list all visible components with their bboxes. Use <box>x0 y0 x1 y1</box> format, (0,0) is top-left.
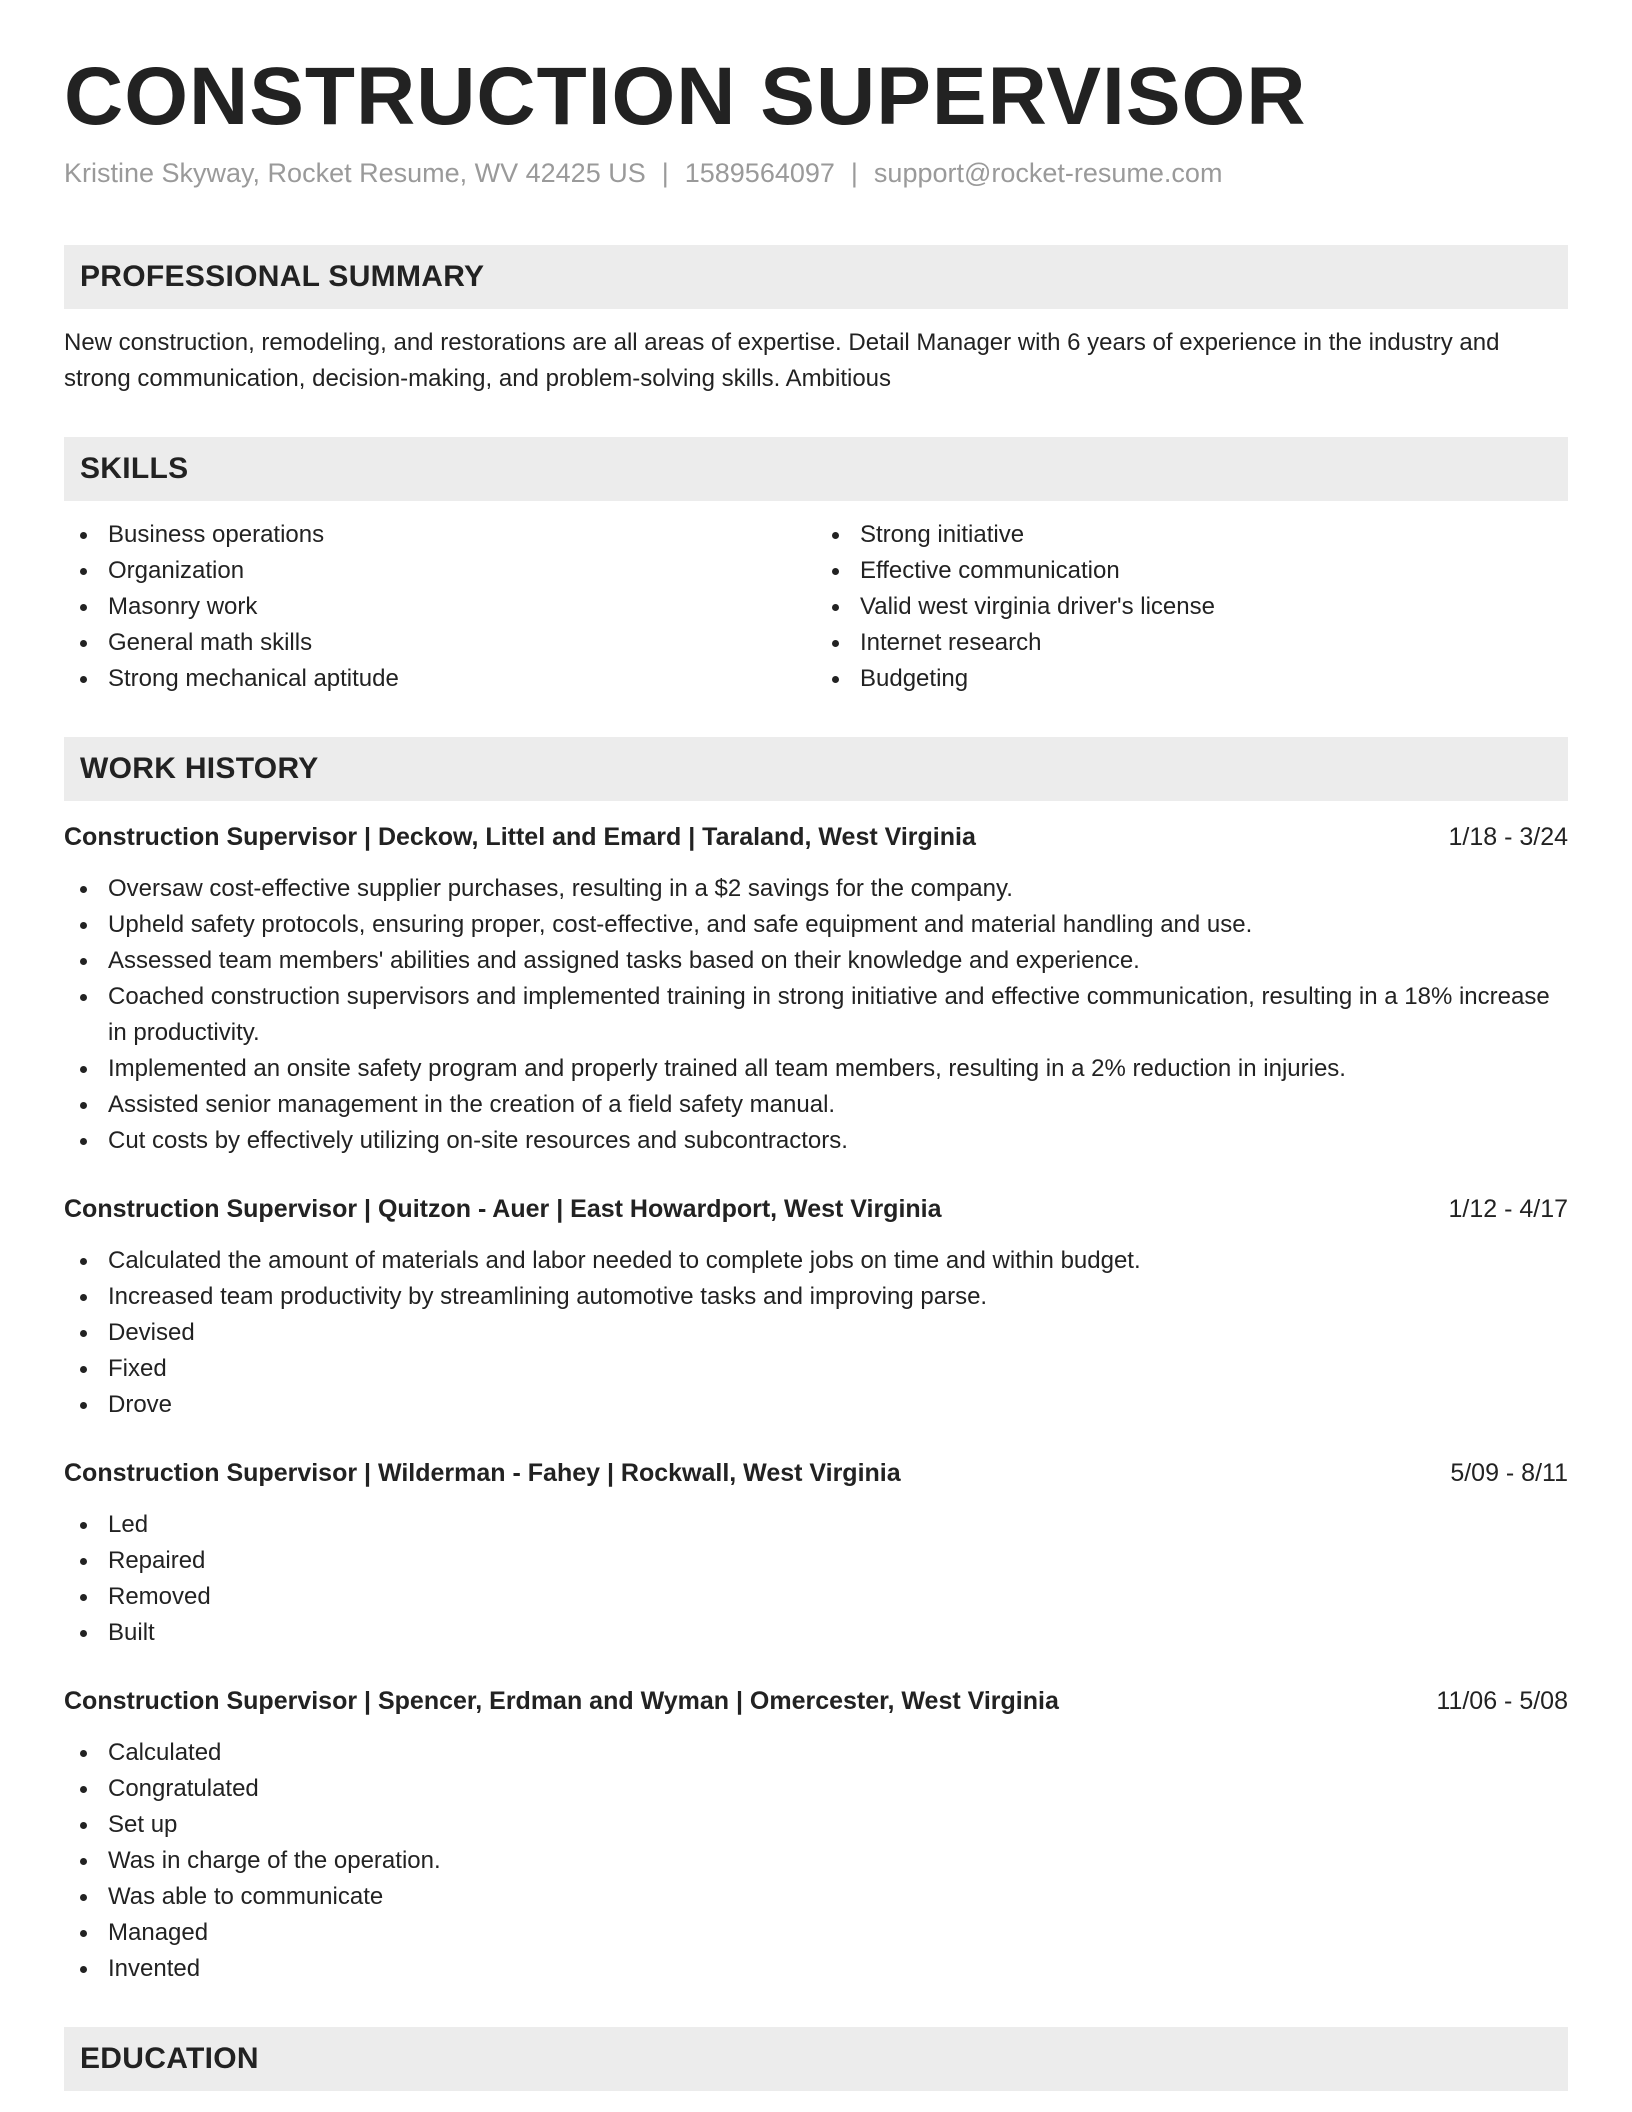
job-bullets <box>64 871 1568 1159</box>
job-title: Construction Supervisor | Spencer, Erdman and Wyman | Omercester, West Virginia <box>64 1687 1059 1716</box>
job-bullet: Congratulated <box>64 1771 1568 1807</box>
job-header <box>64 1455 1568 1491</box>
job-title: Construction Supervisor | Deckow, Littel and Emard | Taraland, West Virginia <box>64 823 976 852</box>
job-bullet: Implemented an onsite safety program and properly trained all team members, resulting in a 2% reduction in injuries. <box>64 1051 1568 1087</box>
job-entry <box>64 819 1568 1159</box>
contact-separator: | <box>850 158 858 189</box>
job-entry <box>64 1455 1568 1651</box>
job-entry <box>64 1191 1568 1423</box>
job-title: Construction Supervisor | Wilderman - Fahey | Rockwall, West Virginia <box>64 1459 901 1488</box>
work-history-heading: WORK HISTORY <box>64 737 1568 801</box>
job-header <box>64 1191 1568 1227</box>
job-bullet: Built <box>64 1615 1568 1651</box>
job-bullet: Was in charge of the operation. <box>64 1843 1568 1879</box>
skill-item: Strong mechanical aptitude <box>64 661 816 697</box>
job-bullet: Invented <box>64 1951 1568 1987</box>
skill-item: General math skills <box>64 625 816 661</box>
job-bullets <box>64 1507 1568 1651</box>
contact-email: support@rocket-resume.com <box>873 158 1223 189</box>
summary-heading: PROFESSIONAL SUMMARY <box>64 245 1568 309</box>
job-bullet: Oversaw cost-effective supplier purchases, resulting in a $2 savings for the company. <box>64 871 1568 907</box>
job-bullet: Managed <box>64 1915 1568 1951</box>
job-dates: 5/09 - 8/11 <box>1450 1459 1568 1488</box>
skill-item: Budgeting <box>816 661 1568 697</box>
skills-right-list <box>816 517 1568 697</box>
contact-phone: 1589564097 <box>684 158 835 189</box>
skills-columns <box>64 517 1568 697</box>
job-bullet: Removed <box>64 1579 1568 1615</box>
skill-item: Strong initiative <box>816 517 1568 553</box>
job-bullet: Upheld safety protocols, ensuring proper, cost-effective, and safe equipment and material handling and use. <box>64 907 1568 943</box>
job-dates: 11/06 - 5/08 <box>1436 1687 1568 1716</box>
job-bullet: Calculated <box>64 1735 1568 1771</box>
job-header <box>64 819 1568 855</box>
job-header <box>64 1683 1568 1719</box>
job-bullet: Assisted senior management in the creation of a field safety manual. <box>64 1087 1568 1123</box>
job-bullet: Was able to communicate <box>64 1879 1568 1915</box>
skill-item: Organization <box>64 553 816 589</box>
skill-item: Effective communication <box>816 553 1568 589</box>
job-bullet: Set up <box>64 1807 1568 1843</box>
job-bullet: Drove <box>64 1387 1568 1423</box>
skill-item: Internet research <box>816 625 1568 661</box>
job-title: Construction Supervisor | Quitzon - Auer | East Howardport, West Virginia <box>64 1195 942 1224</box>
skills-left-list <box>64 517 816 697</box>
skill-item: Business operations <box>64 517 816 553</box>
job-bullet: Repaired <box>64 1543 1568 1579</box>
job-dates: 1/12 - 4/17 <box>1448 1195 1568 1224</box>
job-bullet: Cut costs by effectively utilizing on-site resources and subcontractors. <box>64 1123 1568 1159</box>
job-bullet: Increased team productivity by streamlining automotive tasks and improving parse. <box>64 1279 1568 1315</box>
job-bullets <box>64 1735 1568 1987</box>
skill-item: Valid west virginia driver's license <box>816 589 1568 625</box>
contact-separator: | <box>661 158 669 189</box>
skill-item: Masonry work <box>64 589 816 625</box>
job-entry <box>64 1683 1568 1987</box>
job-bullet: Calculated the amount of materials and labor needed to complete jobs on time and within budget. <box>64 1243 1568 1279</box>
job-bullet: Fixed <box>64 1351 1568 1387</box>
job-bullet: Led <box>64 1507 1568 1543</box>
job-bullets <box>64 1243 1568 1423</box>
resume-name: CONSTRUCTION SUPERVISOR <box>64 51 1307 142</box>
job-bullet: Devised <box>64 1315 1568 1351</box>
job-bullet: Assessed team members' abilities and assigned tasks based on their knowledge and experience. <box>64 943 1568 979</box>
contact-address: Kristine Skyway, Rocket Resume, WV 42425 US <box>64 158 646 189</box>
skills-heading: SKILLS <box>64 437 1568 501</box>
job-bullet: Coached construction supervisors and implemented training in strong initiative and effective communication, resulting in a 18% increase in productivity. <box>64 979 1568 1051</box>
contact-line <box>64 156 1568 191</box>
job-dates: 1/18 - 3/24 <box>1448 823 1568 852</box>
summary-text: New construction, remodeling, and restorations are all areas of expertise. Detail Manager with 6 years of experience in the industry and strong communication, decision-making, and problem-solving skills. Ambitious <box>64 329 1500 393</box>
education-heading: EDUCATION <box>64 2027 1568 2091</box>
